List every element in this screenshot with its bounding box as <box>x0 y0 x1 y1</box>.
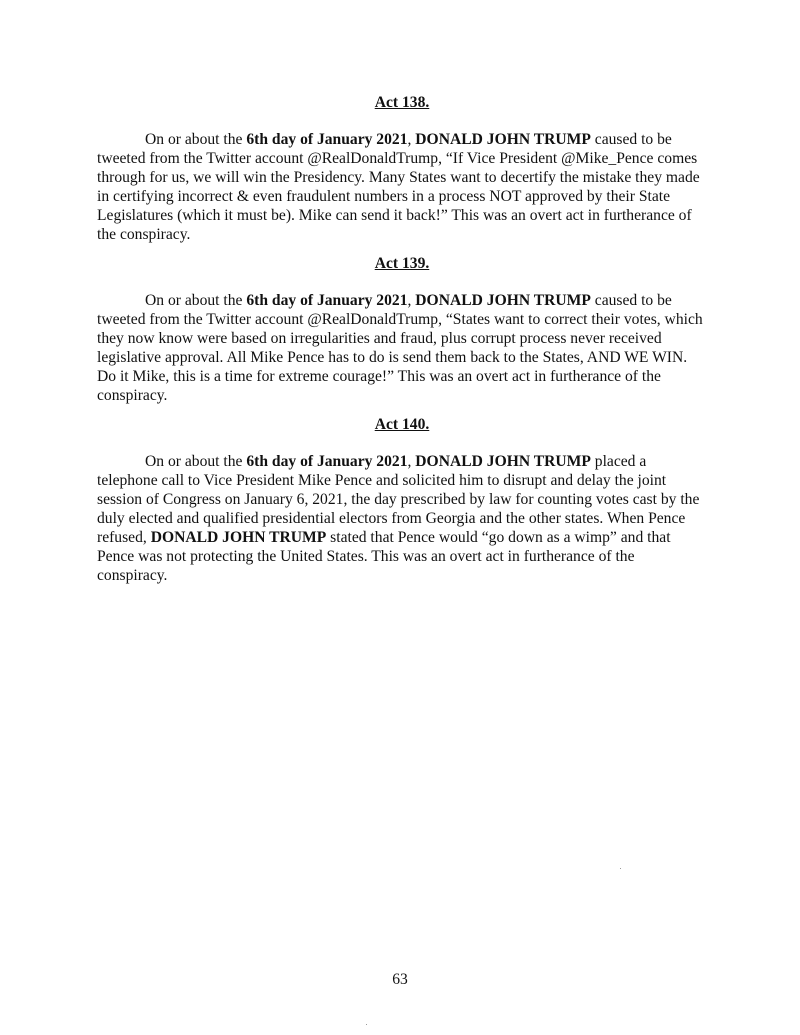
act-text: stated that Pence would “go down as a wimp” and that Pence was not protecting the United States. This was an overt act in furtherance of the conspiracy. <box>97 529 671 584</box>
scan-speck <box>620 868 621 869</box>
act-defendant: DONALD JOHN TRUMP <box>415 292 591 309</box>
act-intro: On or about the <box>145 292 247 309</box>
act-140-section <box>97 415 707 585</box>
act-body <box>97 291 707 405</box>
act-date: 6th day of January 2021 <box>246 292 408 309</box>
page-number: 63 <box>392 971 408 988</box>
act-intro: On or about the <box>145 453 247 470</box>
act-defendant: DONALD JOHN TRUMP <box>415 453 591 470</box>
act-title: Act 140. <box>374 416 430 433</box>
act-139-section <box>97 254 707 405</box>
act-text: placed a telephone call to Vice President Mike Pence and solicited him to disrupt and delay the joint session of Congress on January 6, 2021, the day prescribed by law for counting votes cast by the duly elected and qualified presidential electors from Georgia and the other states. When Pence refused, <box>97 453 700 546</box>
act-intro: On or about the <box>145 131 247 148</box>
act-date: 6th day of January 2021 <box>246 453 408 470</box>
act-date: 6th day of January 2021 <box>246 131 408 148</box>
act-title: Act 138. <box>374 94 430 111</box>
act-defendant: DONALD JOHN TRUMP <box>150 529 327 546</box>
act-text: caused to be tweeted from the Twitter account @RealDonaldTrump, “States want to correct their votes, which they now know were based on irregularities and fraud, plus corrupt process never received legislative approval. All Mike Pence has to do is send them back to the States, AND WE WIN. Do it Mike, this is a time for extreme courage!” This was an overt act in furtherance of the conspiracy. <box>97 292 703 404</box>
scan-speck <box>366 1024 367 1025</box>
act-body <box>97 130 707 244</box>
act-separator: , <box>407 131 416 148</box>
act-defendant: DONALD JOHN TRUMP <box>415 131 591 148</box>
act-separator: , <box>407 292 416 309</box>
act-body <box>97 452 707 585</box>
act-text: caused to be tweeted from the Twitter account @RealDonaldTrump, “If Vice President @Mike_Pence comes through for us, we will win the Presidency. Many States want to decertify the mistake they made in certifying incorrect & even fraudulent numbers in a process NOT approved by their State Legislatures (which it must be). Mike can send it back!” This was an overt act in furtherance of the conspiracy. <box>97 131 700 243</box>
act-title: Act 139. <box>374 255 430 272</box>
act-separator: , <box>407 453 416 470</box>
act-138-section <box>97 93 707 244</box>
